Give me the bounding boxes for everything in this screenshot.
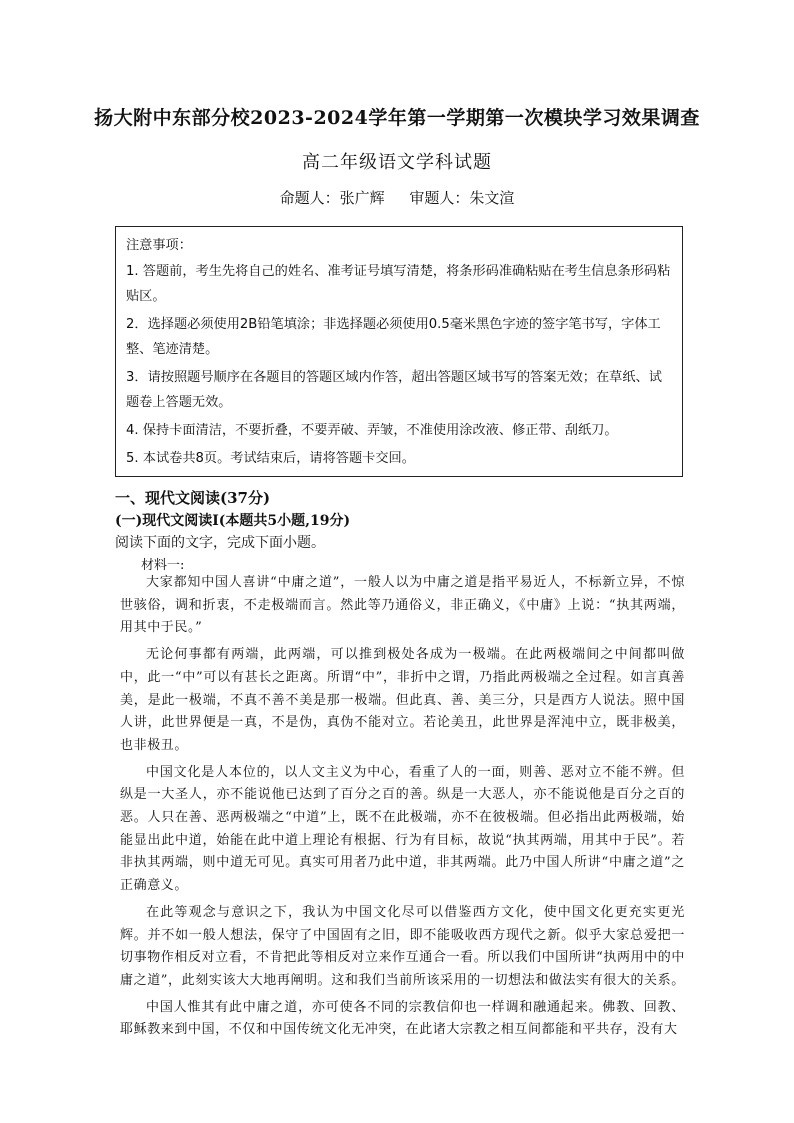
passage-paragraph: 无论何事都有两端，此两端，可以推到极处各成为一极端。在此两极端间之中间都叫做中，此一“中”可以有甚长之距离。所谓“中”，非折中之谓，乃指此两极端之全过程。如言真善美，是此一极端，不真不善不美是那一极端。但此真、善、美三分，只是西方人说法。照中国人讲，此世界便是一真，不是伪，真伪不能对立。若论美丑，此世界是浑沌中立，既非极美，也非极丑。: [120, 647, 685, 753]
reading-instruction: 阅读下面的文字，完成下面小题。: [115, 535, 325, 551]
authors-line: [0, 187, 794, 208]
passage-paragraph: 中国人惟其有此中庸之道，亦可使各不同的宗教信仰也一样调和融通起来。佛教、回教、耶稣教来到中国，不仅和中国传统文化无冲突，在此诸大宗教之相互间都能和平共存，没有大: [120, 999, 685, 1038]
reading-passage: [120, 572, 685, 1046]
passage-paragraph: 在此等观念与意识之下，我认为中国文化尽可以借鉴西方文化，使中国文化更充实更光辉。并不如一般人想法，保守了中国固有之旧，即不能吸收西方现代之新。似乎大家总爱把一切事物作相反对立看，不肯把此等相反对立来作互通合一看。所以我们中国所讲“执两用中的中庸之道”，此刻实该大大地再阐明。这和我们当前所该采用的一切想法和做法实有很大的关系。: [120, 904, 685, 988]
passage-paragraph: 大家都知中国人喜讲“中庸之道”，一般人以为中庸之道是指平易近人，不标新立异，不惊世骇俗，调和折衷，不走极端而言。然此等乃通俗义，非正确义，《中庸》上说：“执其两端，用其中于民。”: [120, 575, 685, 636]
notice-item: 4. 保持卡面清洁，不要折叠，不要弄破、弄皱，不准使用涂改液、修正带、刮纸刀。: [126, 423, 618, 438]
section-heading: 一、现代文阅读(37分): [115, 489, 271, 507]
notice-item: 5. 本试卷共8页。考试结束后，请将答题卡交回。: [126, 451, 415, 466]
notice-item: 1. 答题前，考生先将自己的姓名、准考证号填写清楚，将条形码准确粘贴在考生信息条形码粘贴区。: [126, 264, 671, 304]
exam-subtitle: 高二年级语文学科试题: [302, 152, 492, 173]
question-reviewer: 审题人：朱文渲: [409, 189, 515, 207]
notice-heading: 注意事项：: [126, 238, 192, 253]
passage-paragraph: 中国文化是人本位的，以人文主义为中心，看重了人的一面，则善、恶对立不能不辨。但纵是一大圣人，亦不能说他已达到了百分之百的善。纵是一大恶人，亦不能说他是百分之百的恶。人只在善、恶两极端之“中道”上，既不在此极端，亦不在彼极端。但必指出此两极端，始能显出此中道，始能在此中道上理论有根据、行为有目标，故说“执其两端，用其中于民”。若非执其两端，则中道无可见。真实可用者乃此中道，非其两端。此乃中国人所讲“中庸之道”之正确意义。: [120, 764, 685, 894]
notice-item: 3．请按照题号顺序在各题目的答题区域内作答，超出答题区域书写的答案无效；在草纸、试题卷上答题无效。: [126, 370, 662, 410]
exam-title: 扬大附中东部分校2023-2024学年第一学期第一次模块学习效果调查: [94, 107, 700, 129]
subsection-heading: (一)现代文阅读Ⅰ(本题共5小题,19分): [115, 513, 351, 529]
notice-box: [115, 226, 683, 477]
material-label: 材料一:: [141, 558, 185, 573]
question-setter: 命题人：张广辉: [279, 189, 385, 207]
notice-item: 2．选择题必须使用2B铅笔填涂；非选择题必须使用0.5毫米黑色字迹的签字笔书写，字体工整、笔迹清楚。: [126, 317, 661, 357]
